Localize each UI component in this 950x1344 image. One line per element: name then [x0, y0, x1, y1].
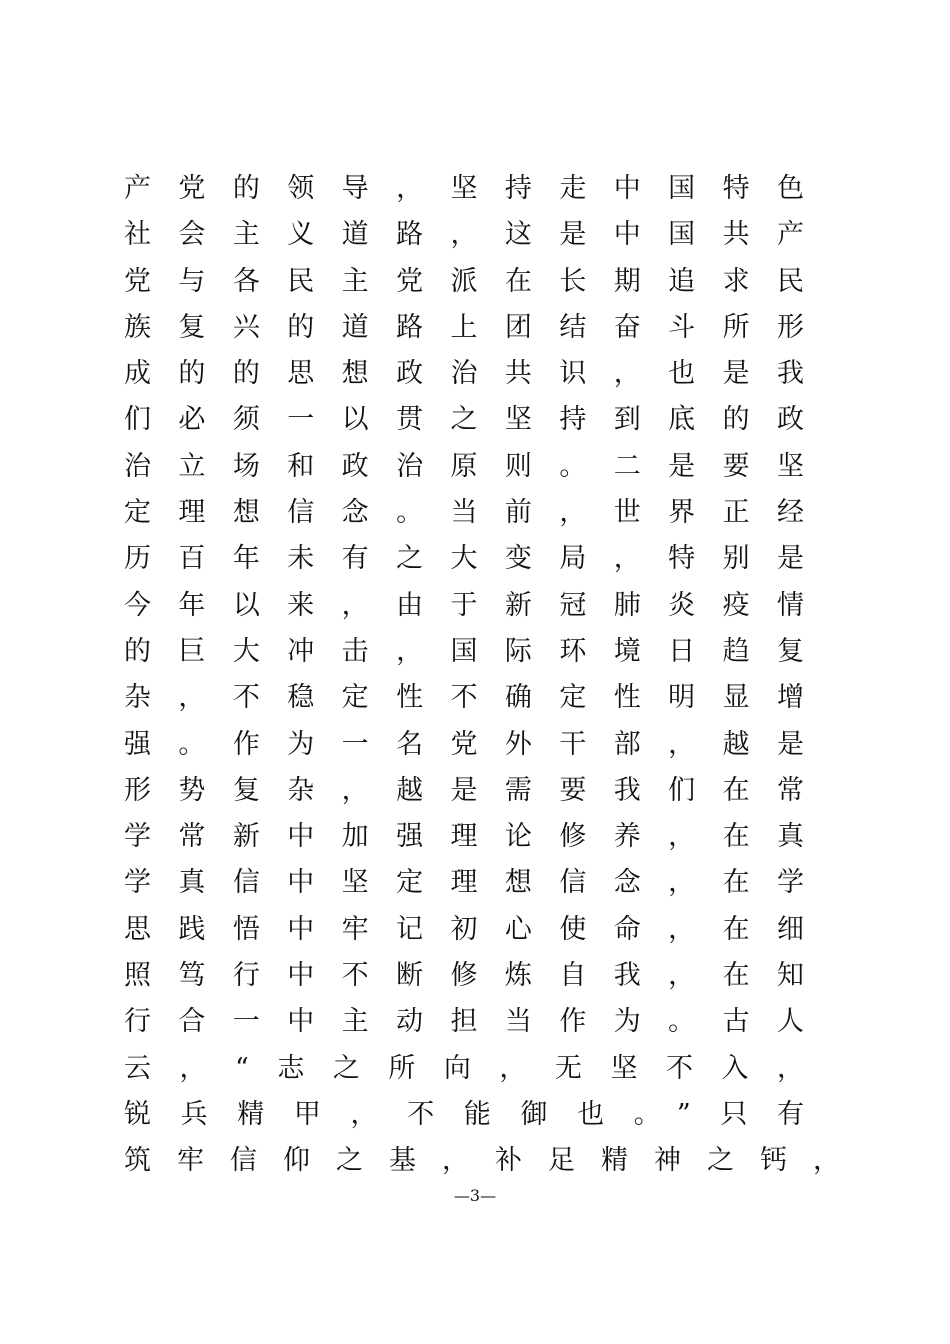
text-line: 筑牢信仰之基，补足精神之钙，	[124, 1145, 840, 1177]
text-line: 社会主义道路，这是中国共产	[124, 219, 804, 251]
text-line: 形势复杂，越是需要我们在常	[124, 774, 804, 806]
text-line: 杂，不稳定性不确定性明显增	[124, 682, 804, 714]
text-line: 照笃行中不断修炼自我，在知	[124, 960, 804, 992]
text-line: 强。作为一名党外干部，越是	[124, 728, 804, 760]
body-text	[110, 166, 850, 1185]
text-line: 行合一中主动担当作为。古人	[124, 1006, 804, 1038]
text-line: 学常新中加强理论修养，在真	[124, 821, 804, 853]
text-line: 历百年未有之大变局，特别是	[124, 543, 804, 575]
text-line: 们必须一以贯之坚持到底的政	[124, 404, 804, 436]
text-line: 今年以来，由于新冠肺炎疫情	[124, 589, 804, 621]
text-line: 族复兴的道路上团结奋斗所形	[124, 311, 804, 343]
text-line: 产党的领导，坚持走中国特色	[124, 173, 804, 204]
text-line: 思践悟中牢记初心使命，在细	[124, 913, 804, 945]
text-line: 定理想信念。当前，世界正经	[124, 497, 804, 529]
text-line: 锐兵精甲，不能御也。”只有	[124, 1098, 804, 1130]
text-line: 治立场和政治原则。二是要坚	[124, 450, 804, 482]
text-line: 云，“志之所向，无坚不入，	[124, 1052, 804, 1084]
text-line: 学真信中坚定理想信念，在学	[124, 867, 804, 899]
page-number: —3—	[453, 1186, 497, 1205]
text-line: 的巨大冲击，国际环境日趋复	[124, 635, 804, 667]
text-line: 成的的思想政治共识，也是我	[124, 358, 804, 390]
text-line: 党与各民主党派在长期追求民	[124, 265, 804, 297]
